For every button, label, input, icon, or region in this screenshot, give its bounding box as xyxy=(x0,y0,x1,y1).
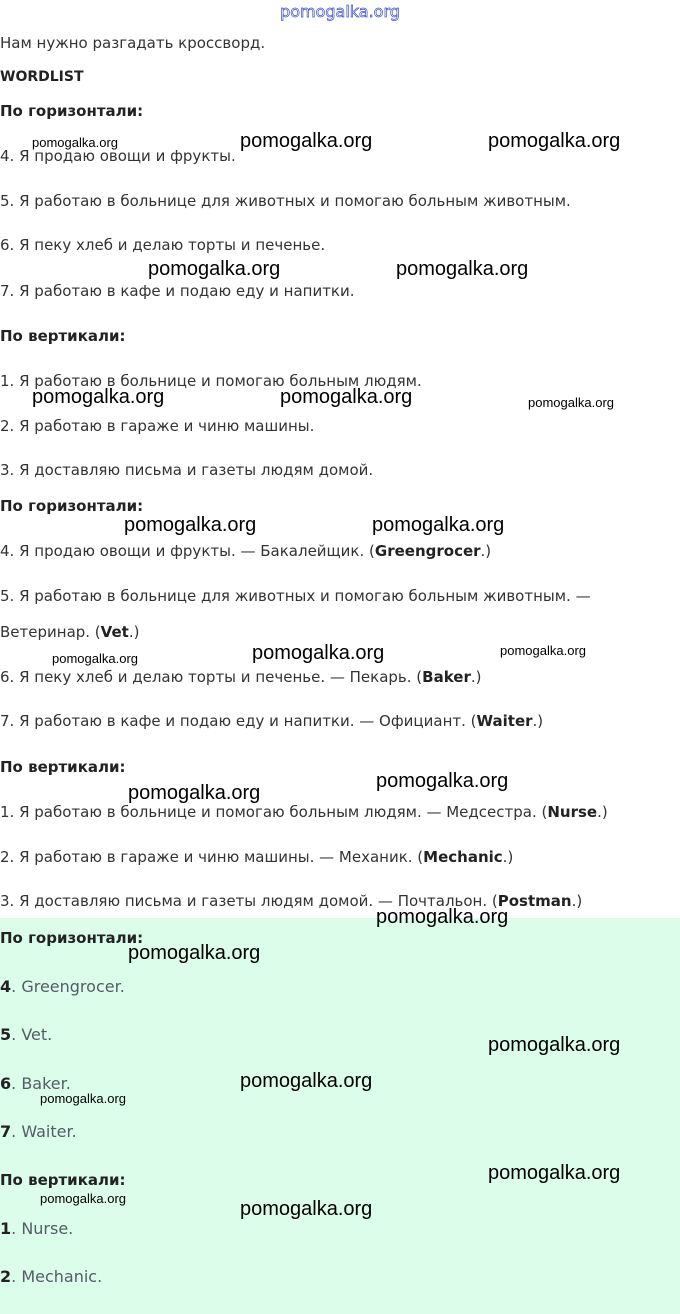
watermark: pomogalka.org xyxy=(124,514,257,536)
explained-down-1: 1. Я работаю в больнице и помогаю больным людям. — Медсестра. (Nurse.) xyxy=(0,803,608,821)
answers-across-heading: По горизонтали: xyxy=(0,929,144,947)
watermark: pomogalka.org xyxy=(240,1070,373,1092)
watermark: pomogalka.org xyxy=(32,386,165,408)
explained-across-7: 7. Я работаю в кафе и подаю еду и напитки. — Официант. (Waiter.) xyxy=(0,712,544,730)
watermark: pomogalka.org xyxy=(500,643,586,658)
answer-word: Baker xyxy=(422,668,471,686)
answer-across-5: 5. Vet. xyxy=(0,1025,53,1044)
intro-text: Нам нужно разгадать кроссворд. xyxy=(0,34,266,52)
question-down-1: 1. Я работаю в больнице и помогаю больным людям. xyxy=(0,372,422,390)
question-across-5: 5. Я работаю в больнице для животных и помогаю больным животным. xyxy=(0,192,571,210)
watermark: pomogalka.org xyxy=(396,258,529,280)
answer-word: Nurse xyxy=(547,803,598,821)
question-across-7: 7. Я работаю в кафе и подаю еду и напитки. xyxy=(0,282,355,300)
answer-across-7: 7. Waiter. xyxy=(0,1122,77,1141)
watermark: pomogalka.org xyxy=(240,1198,373,1220)
explained-across-4: 4. Я продаю овощи и фрукты. — Бакалейщик. (Greengrocer.) xyxy=(0,542,492,560)
watermark: pomogalka.org xyxy=(376,906,509,928)
watermark: pomogalka.org xyxy=(528,395,614,410)
answer-down-2: 2. Mechanic. xyxy=(0,1267,103,1286)
answer-across-6: 6. Baker. xyxy=(0,1074,71,1093)
answer-word: Waiter xyxy=(476,712,533,730)
answer-word: Mechanic xyxy=(423,848,503,866)
explained-across-5-line1: 5. Я работаю в больнице для животных и помогаю больным животным. — xyxy=(0,587,591,605)
answers-down-heading: По вертикали: xyxy=(0,1171,126,1189)
answer-across-4: 4. Greengrocer. xyxy=(0,977,125,996)
watermark: pomogalka.org xyxy=(52,651,138,666)
answer-word: Postman xyxy=(497,892,572,910)
questions-down-heading: По вертикали: xyxy=(0,327,126,345)
wordlist-heading: WORDLIST xyxy=(0,69,84,85)
question-across-6: 6. Я пеку хлеб и делаю торты и печенье. xyxy=(0,236,326,254)
watermark: pomogalka.org xyxy=(488,1034,621,1056)
answer-word: Vet xyxy=(100,623,129,641)
question-down-2: 2. Я работаю в гараже и чиню машины. xyxy=(0,417,315,435)
answer-word: Greengrocer xyxy=(374,542,481,560)
explained-down-heading: По вертикали: xyxy=(0,758,126,776)
watermark: pomogalka.org xyxy=(280,386,413,408)
question-across-4: 4. Я продаю овощи и фрукты. xyxy=(0,147,236,165)
watermark: pomogalka.org xyxy=(32,135,118,150)
explained-down-2: 2. Я работаю в гараже и чиню машины. — Механик. (Mechanic.) xyxy=(0,848,514,866)
explained-across-6: 6. Я пеку хлеб и делаю торты и печенье. — Пекарь. (Baker.) xyxy=(0,668,482,686)
answer-down-1: 1. Nurse. xyxy=(0,1219,74,1238)
watermark: pomogalka.org xyxy=(376,770,509,792)
watermark: pomogalka.org xyxy=(240,130,373,152)
watermark: pomogalka.org xyxy=(488,130,621,152)
watermark: pomogalka.org xyxy=(372,514,505,536)
watermark: pomogalka.org xyxy=(488,1162,621,1184)
watermark: pomogalka.org xyxy=(128,782,261,804)
explained-down-3: 3. Я доставляю письма и газеты людям домой. — Почтальон. (Postman.) xyxy=(0,892,583,910)
watermark: pomogalka.org xyxy=(40,1091,126,1106)
question-down-3: 3. Я доставляю письма и газеты людям домой. xyxy=(0,461,374,479)
watermark: pomogalka.org xyxy=(40,1191,126,1206)
site-logo[interactable]: pomogalka.org xyxy=(280,2,400,21)
explained-across-heading: По горизонтали: xyxy=(0,497,144,515)
watermark: pomogalka.org xyxy=(148,258,281,280)
watermark: pomogalka.org xyxy=(128,942,261,964)
explained-across-5-line2: Ветеринар. (Vet.) xyxy=(0,623,140,641)
questions-across-heading: По горизонтали: xyxy=(0,102,144,120)
watermark: pomogalka.org xyxy=(252,642,385,664)
